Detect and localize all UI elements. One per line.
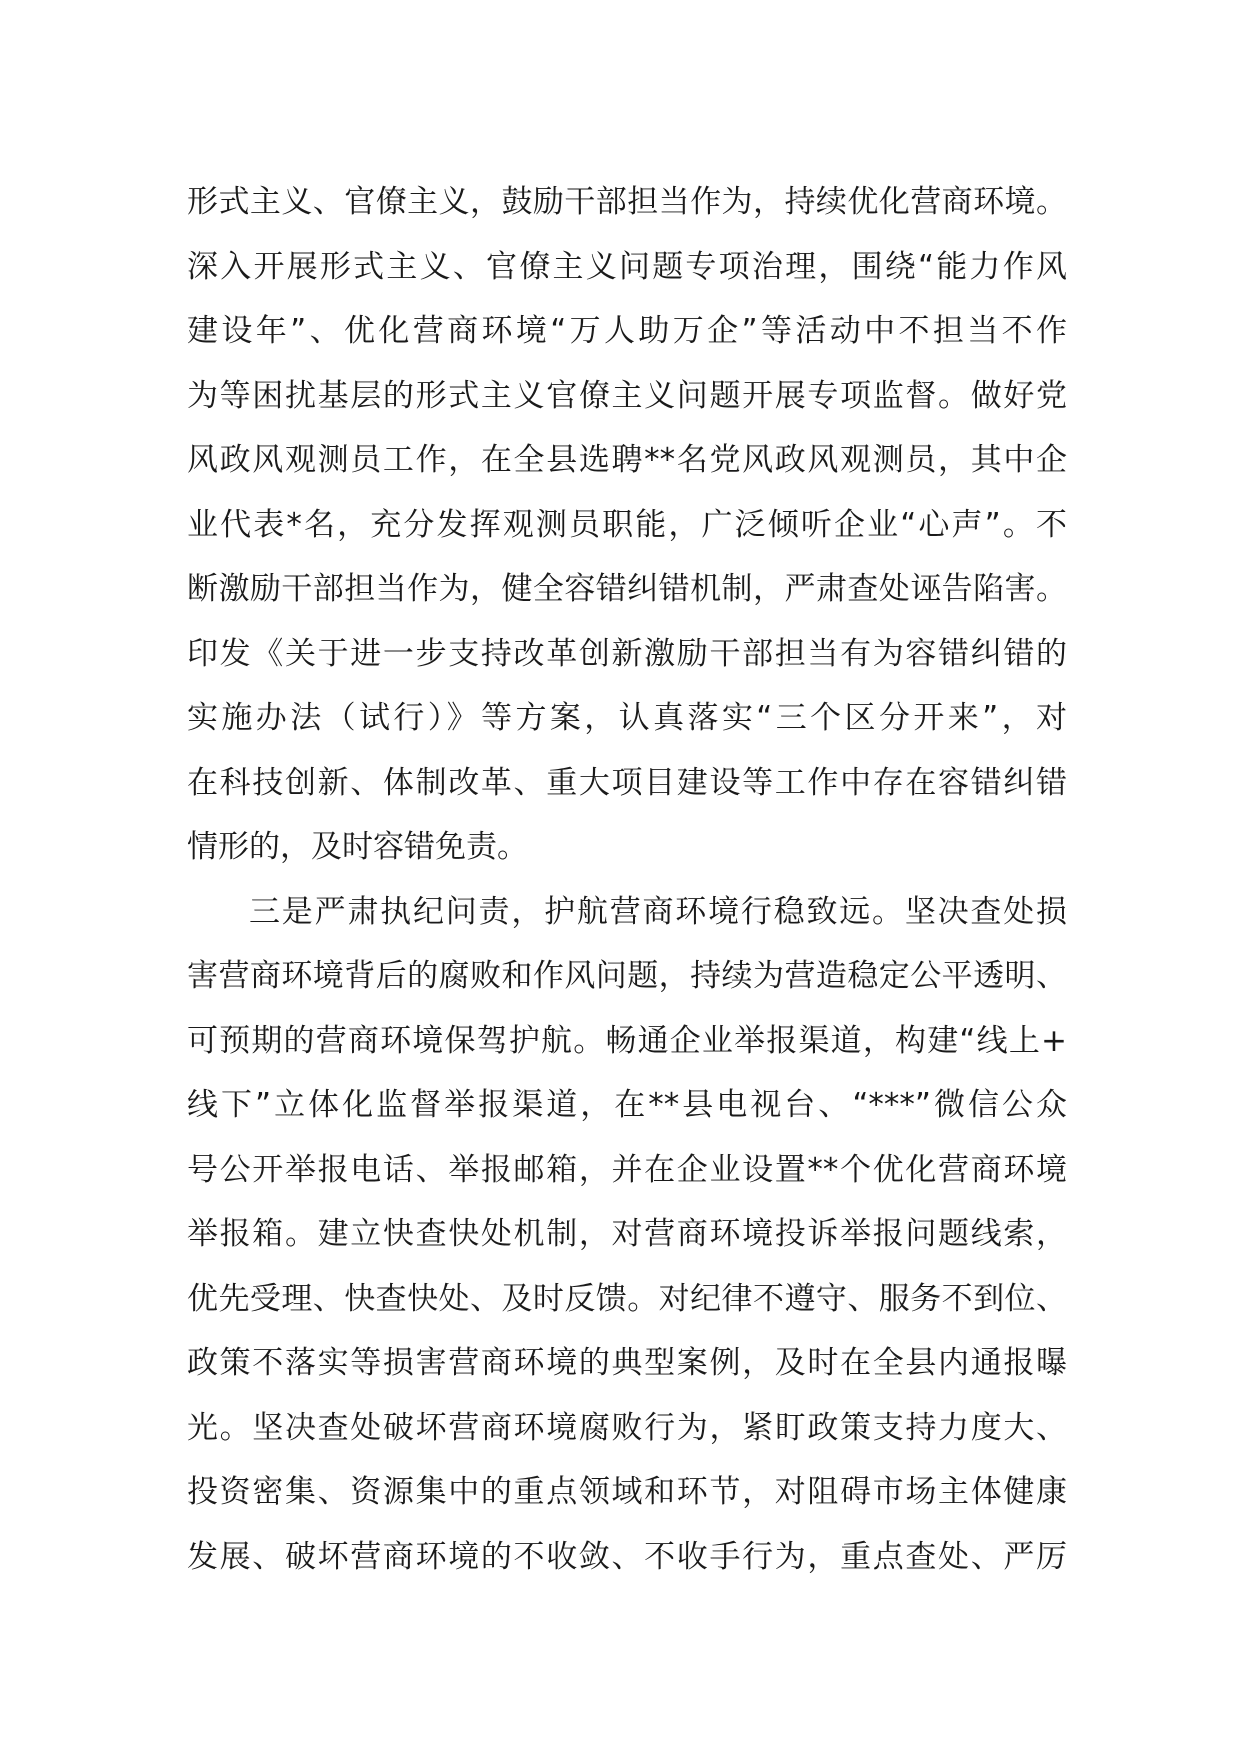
text-line: 印发《关于进一步支持改革创新激励干部担当有为容错纠错的 (187, 635, 1067, 672)
text-line: 为等困扰基层的形式主义官僚主义问题开展专项监督。做好党 (187, 377, 1067, 414)
text-line: 在科技创新、体制改革、重大项目建设等工作中存在容错纠错 (187, 764, 1067, 801)
text-line: 光。坚决查处破坏营商环境腐败行为，紧盯政策支持力度大、 (187, 1409, 1067, 1446)
text-line: 业代表*名，充分发挥观测员职能，广泛倾听企业“心声”。不 (187, 506, 1067, 543)
text-line: 号公开举报电话、举报邮箱，并在企业设置**个优化营商环境 (187, 1151, 1067, 1188)
text-line: 政策不落实等损害营商环境的典型案例，及时在全县内通报曝 (187, 1345, 1067, 1381)
text-line: 断激励干部担当作为，健全容错纠错机制，严肃查处诬告陷害。 (187, 571, 1067, 607)
text-line: 投资密集、资源集中的重点领域和环节，对阻碍市场主体健康 (187, 1474, 1067, 1510)
text-line: 发展、破坏营商环境的不收敛、不收手行为，重点查处、严厉 (187, 1538, 1067, 1575)
text-line: 实施办法（试行）》等方案，认真落实“三个区分开来”，对 (187, 700, 1067, 736)
text-line: 形式主义、官僚主义，鼓励干部担当作为，持续优化营商环境。 (187, 184, 1067, 220)
body-text (187, 170, 1067, 1589)
text-line: 线下”立体化监督举报渠道，在**县电视台、“***”微信公众 (187, 1087, 1067, 1123)
text-line: 风政风观测员工作，在全县选聘**名党风政风观测员，其中企 (187, 442, 1067, 478)
text-line: 三是严肃执纪问责，护航营商环境行稳致远。坚决查处损 (249, 893, 1067, 930)
text-line: 深入开展形式主义、官僚主义问题专项治理，围绕“能力作风 (187, 248, 1067, 285)
paragraph-1 (187, 170, 1067, 880)
text-line: 优先受理、快查快处、及时反馈。对纪律不遵守、服务不到位、 (187, 1280, 1067, 1317)
text-line: 害营商环境背后的腐败和作风问题，持续为营造稳定公平透明、 (187, 958, 1067, 994)
text-line: 情形的，及时容错免责。 (187, 829, 528, 865)
text-line: 举报箱。建立快查快处机制，对营商环境投诉举报问题线索， (187, 1216, 1067, 1252)
paragraph-2 (187, 880, 1067, 1590)
text-line: 建设年”、优化营商环境“万人助万企”等活动中不担当不作 (187, 313, 1067, 349)
text-line: 可预期的营商环境保驾护航。畅通企业举报渠道，构建“线上+ (187, 1022, 1067, 1059)
